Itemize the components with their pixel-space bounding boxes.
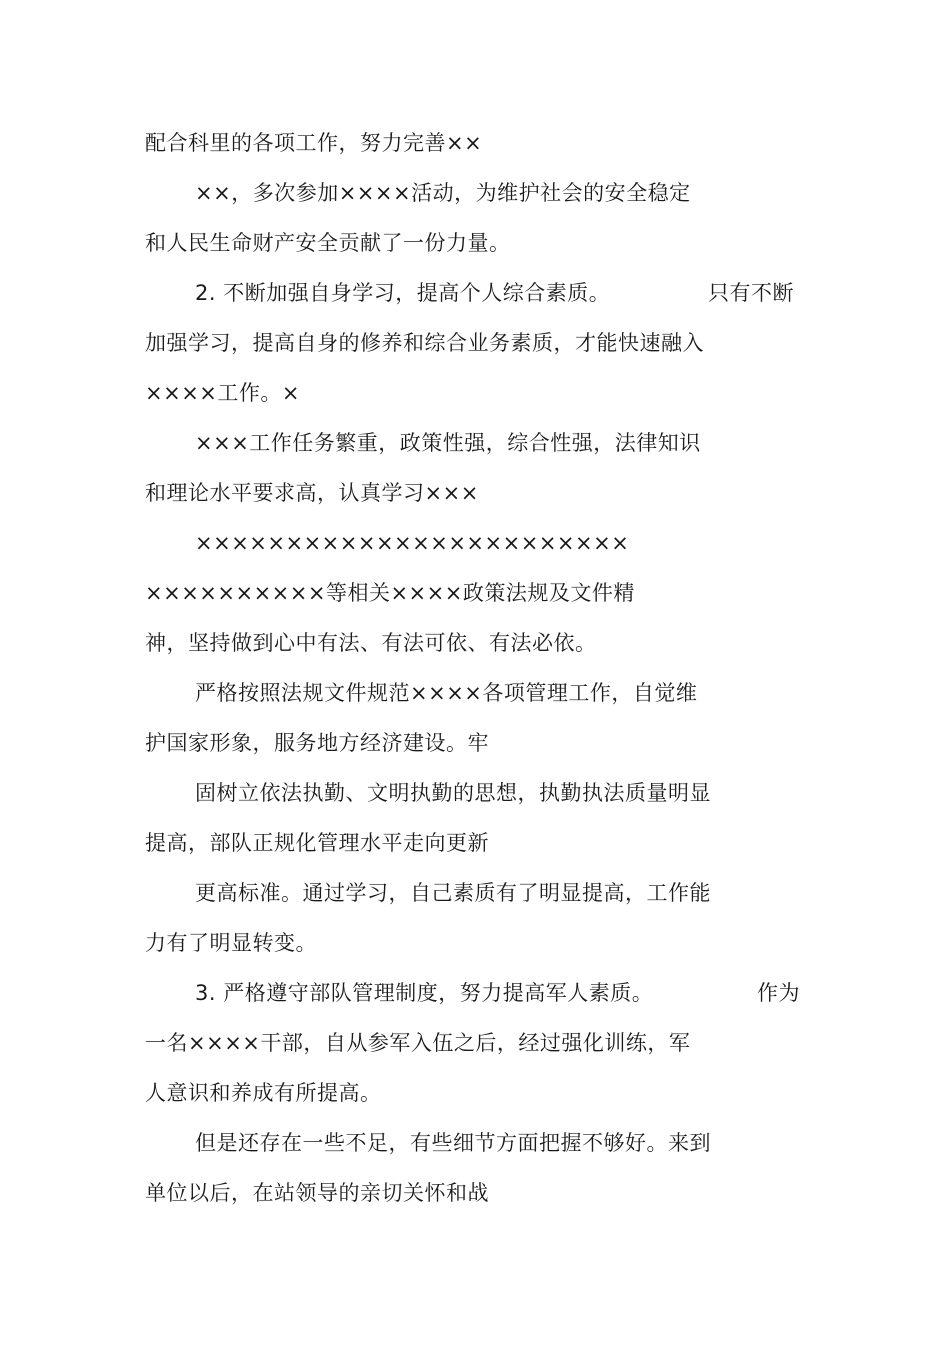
text-line: ××，多次参加××××活动，为维护社会的安全稳定 xyxy=(195,181,691,205)
text-line: 神，坚持做到心中有法、有法可依、有法必依。 xyxy=(145,631,597,655)
text-line: 更高标准。通过学习，自己素质有了明显提高，工作能 xyxy=(195,881,711,905)
text-line: 一名××××干部，自从参军入伍之后，经过强化训练，军 xyxy=(145,1031,691,1055)
heading-line: 3. 严格遵守部队管理制度，努力提高军人素质。 xyxy=(195,981,654,1005)
text-line: 固树立依法执勤、文明执勤的思想，执勤执法质量明显 xyxy=(195,781,711,805)
text-line: 配合科里的各项工作，努力完善×× xyxy=(145,131,483,155)
text-line: 加强学习，提高自身的修养和综合业务素质，才能快速融入 xyxy=(145,331,704,355)
text-line: ×××工作任务繁重，政策性强，综合性强，法律知识 xyxy=(195,431,701,455)
text-line: 作为 xyxy=(757,981,800,1005)
text-line: ××××工作。× xyxy=(145,381,300,405)
text-line: 严格按照法规文件规范××××各项管理工作，自觉维 xyxy=(195,681,698,705)
text-line: ××××××××××等相关××××政策法规及文件精 xyxy=(145,581,635,605)
text-line: ×××××××××××××××××××××××× xyxy=(195,531,630,555)
text-line: 力有了明显转变。 xyxy=(145,931,317,955)
text-line: 和理论水平要求高，认真学习××× xyxy=(145,481,479,505)
text-line: 人意识和养成有所提高。 xyxy=(145,1081,382,1105)
text-line: 提高，部队正规化管理水平走向更新 xyxy=(145,831,489,855)
text-line: 护国家形象，服务地方经济建设。牢 xyxy=(145,731,489,755)
text-line: 单位以后，在站领导的亲切关怀和战 xyxy=(145,1181,489,1205)
text-line: 只有不断 xyxy=(708,281,794,305)
heading-line: 2. 不断加强自身学习，提高个人综合素质。 xyxy=(195,281,611,305)
text-line: 但是还存在一些不足，有些细节方面把握不够好。来到 xyxy=(195,1131,711,1155)
text-line: 和人民生命财产安全贡献了一份力量。 xyxy=(145,231,511,255)
